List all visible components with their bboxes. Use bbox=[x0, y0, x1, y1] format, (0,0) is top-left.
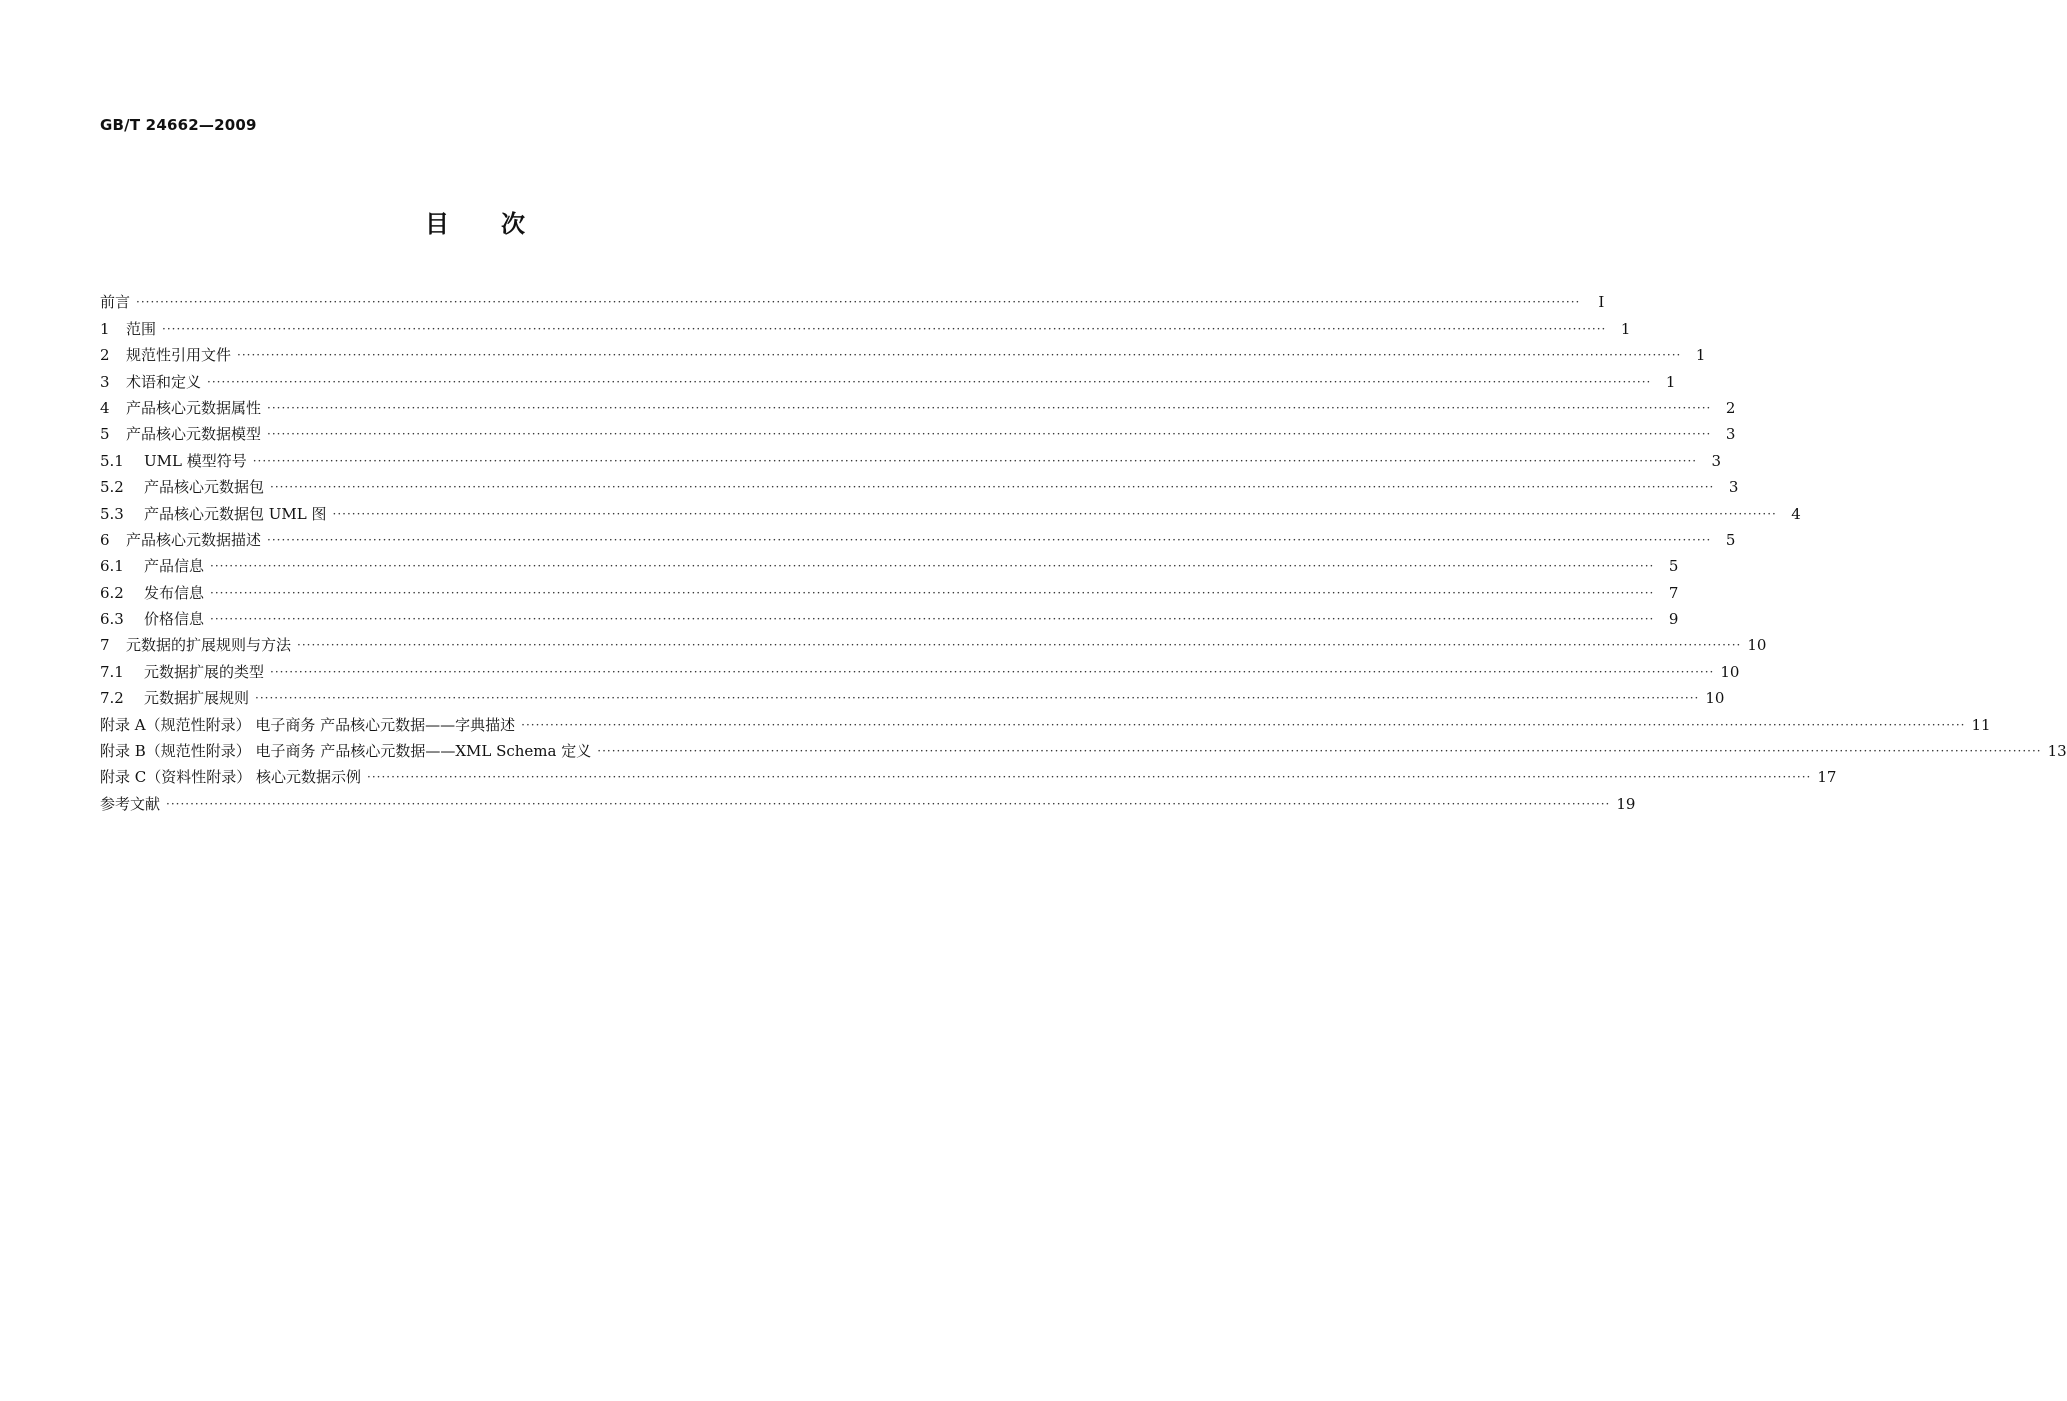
toc-dot-leader: ············································································································································································································································································································ bbox=[210, 559, 1655, 574]
toc-entry-text bbox=[100, 319, 162, 339]
toc-entry-number: 1 bbox=[100, 319, 110, 338]
toc-entry[interactable] bbox=[100, 787, 1636, 813]
toc-entry-label: 术语和定义 bbox=[126, 372, 202, 391]
toc-entry[interactable] bbox=[100, 655, 1740, 681]
title-char-2: 次 bbox=[501, 210, 525, 238]
toc-page-number: 4 bbox=[1791, 504, 1801, 523]
table-of-contents bbox=[100, 286, 2067, 814]
title-char-1: 目 bbox=[425, 210, 449, 238]
toc-entry-number: 6 bbox=[100, 530, 110, 549]
toc-entry-number: 5.3 bbox=[100, 504, 124, 523]
toc-entry-text bbox=[100, 583, 210, 603]
toc-page-number: 1 bbox=[1620, 319, 1631, 338]
toc-entry[interactable] bbox=[100, 708, 1991, 734]
toc-entry-label: 产品核心元数据模型 bbox=[126, 425, 262, 444]
toc-page-number: 3 bbox=[1725, 425, 1736, 444]
toc-dot-leader: ············································································································································································································································································································ bbox=[136, 295, 1581, 310]
toc-dot-leader: ············································································································································································································································································································ bbox=[207, 374, 1652, 389]
toc-entry-label: 产品核心元数据描述 bbox=[126, 530, 262, 549]
toc-entry-text bbox=[100, 741, 597, 761]
toc-entry[interactable] bbox=[100, 392, 1736, 418]
document-code: GB/T 24662—2009 bbox=[100, 116, 257, 134]
toc-dot-leader: ············································································································································································································································································································ bbox=[267, 532, 1712, 547]
toc-entry[interactable] bbox=[100, 444, 1722, 470]
toc-page-number: 10 bbox=[1747, 636, 1767, 655]
toc-entry-text bbox=[100, 504, 333, 524]
toc-dot-leader: ············································································································································································································································································································ bbox=[270, 664, 1715, 679]
toc-entry[interactable] bbox=[100, 629, 1767, 655]
toc-entry[interactable] bbox=[100, 286, 1605, 312]
toc-entry-text bbox=[100, 715, 521, 735]
toc-entry-label: 元数据扩展的类型 bbox=[144, 662, 265, 681]
toc-page-number: 17 bbox=[1817, 768, 1837, 787]
toc-entry-number: 6.3 bbox=[100, 610, 124, 629]
toc-entry-label: 前言 bbox=[100, 293, 131, 312]
toc-entry-text bbox=[100, 345, 237, 365]
toc-entry-number: 3 bbox=[100, 372, 110, 391]
toc-entry[interactable] bbox=[100, 761, 1837, 787]
toc-entry-label: 产品核心元数据包 bbox=[144, 478, 265, 497]
toc-entry[interactable] bbox=[100, 497, 1801, 523]
toc-entry-text bbox=[100, 662, 270, 682]
toc-dot-leader: ············································································································································································································································································································ bbox=[297, 638, 1742, 653]
toc-dot-leader: ············································································································································································································································································································ bbox=[255, 691, 1700, 706]
toc-entry[interactable] bbox=[100, 735, 2067, 761]
toc-dot-leader: ············································································································································································································································································································ bbox=[166, 796, 1611, 811]
toc-dot-leader: ············································································································································································································································································································ bbox=[597, 744, 2042, 759]
toc-page-number: 1 bbox=[1665, 372, 1676, 391]
toc-page-number: 5 bbox=[1725, 530, 1736, 549]
toc-entry[interactable] bbox=[100, 576, 1679, 602]
toc-entry-text bbox=[100, 372, 207, 392]
toc-entry[interactable] bbox=[100, 682, 1725, 708]
toc-entry[interactable] bbox=[100, 365, 1676, 391]
toc-dot-leader: ············································································································································································································································································································ bbox=[252, 453, 1698, 468]
toc-dot-leader: ············································································································································································································································································································ bbox=[267, 427, 1712, 442]
toc-entry-text bbox=[100, 451, 253, 471]
toc-entry-label: 参考文献 bbox=[100, 794, 161, 813]
toc-entry-text bbox=[100, 530, 267, 550]
toc-entry-label: 附录 B（规范性附录） 电子商务 产品核心元数据——XML Schema 定义 bbox=[100, 742, 592, 761]
toc-entry-text bbox=[100, 398, 267, 418]
toc-entry-label: 价格信息 bbox=[144, 610, 205, 629]
toc-entry-number: 4 bbox=[100, 398, 110, 417]
toc-page-number: 2 bbox=[1725, 398, 1736, 417]
toc-dot-leader: ············································································································································································································································································································ bbox=[270, 480, 1715, 495]
toc-entry-text bbox=[100, 794, 166, 814]
toc-entry-number: 6.2 bbox=[100, 583, 124, 602]
toc-entry[interactable] bbox=[100, 312, 1631, 338]
toc-dot-leader: ············································································································································································································································································································ bbox=[210, 612, 1655, 627]
toc-entry[interactable] bbox=[100, 603, 1679, 629]
toc-page-number: 10 bbox=[1705, 689, 1725, 708]
toc-entry-label: 发布信息 bbox=[144, 583, 205, 602]
toc-page-number: 1 bbox=[1695, 346, 1706, 365]
toc-entry-label: 产品信息 bbox=[144, 557, 205, 576]
toc-entry[interactable] bbox=[100, 471, 1739, 497]
toc-entry-text bbox=[100, 688, 255, 708]
toc-entry[interactable] bbox=[100, 418, 1736, 444]
toc-page-number: Ⅰ bbox=[1598, 293, 1605, 312]
toc-entry-text bbox=[100, 292, 136, 312]
toc-page-number: 19 bbox=[1616, 794, 1636, 813]
toc-page-number: 11 bbox=[1971, 715, 1991, 734]
toc-entry-label: 产品核心元数据包 UML 图 bbox=[144, 504, 327, 523]
page-title bbox=[0, 204, 950, 239]
toc-dot-leader: ············································································································································································································································································································ bbox=[210, 585, 1655, 600]
toc-entry-text bbox=[100, 556, 210, 576]
toc-entry-text bbox=[100, 477, 270, 497]
toc-entry-label: 附录 C（资料性附录） 核心元数据示例 bbox=[100, 768, 362, 787]
toc-dot-leader: ············································································································································································································································································································ bbox=[162, 321, 1607, 336]
toc-entry-text bbox=[100, 609, 210, 629]
toc-dot-leader: ············································································································································································································································································································ bbox=[367, 770, 1812, 785]
toc-entry-number: 2 bbox=[100, 346, 110, 365]
toc-entry-label: UML 模型符号 bbox=[144, 451, 247, 470]
toc-entry-label: 范围 bbox=[126, 319, 157, 338]
toc-entry[interactable] bbox=[100, 339, 1706, 365]
toc-entry[interactable] bbox=[100, 550, 1679, 576]
toc-page-number: 13 bbox=[2047, 742, 2067, 761]
toc-entry-label: 产品核心元数据属性 bbox=[126, 398, 262, 417]
toc-dot-leader: ············································································································································································································································································································ bbox=[267, 400, 1712, 415]
toc-entry-number: 5 bbox=[100, 425, 110, 444]
toc-page-number: 7 bbox=[1668, 583, 1679, 602]
toc-entry-number: 7 bbox=[100, 636, 110, 655]
toc-entry-label: 元数据的扩展规则与方法 bbox=[126, 636, 292, 655]
toc-entry-text bbox=[100, 635, 297, 655]
toc-entry-number: 6.1 bbox=[100, 557, 124, 576]
toc-dot-leader: ············································································································································································································································································································ bbox=[332, 506, 1777, 521]
toc-entry[interactable] bbox=[100, 524, 1736, 550]
toc-entry-number: 5.2 bbox=[100, 478, 124, 497]
toc-page-number: 10 bbox=[1720, 662, 1740, 681]
toc-entry-text bbox=[100, 767, 367, 787]
toc-page-number: 9 bbox=[1668, 610, 1679, 629]
toc-entry-label: 规范性引用文件 bbox=[126, 346, 232, 365]
toc-page-number: 3 bbox=[1728, 478, 1739, 497]
toc-entry-number: 7.2 bbox=[100, 689, 124, 708]
toc-entry-label: 附录 A（规范性附录） 电子商务 产品核心元数据——字典描述 bbox=[100, 715, 516, 734]
toc-page-number: 3 bbox=[1711, 451, 1722, 470]
toc-dot-leader: ············································································································································································································································································································ bbox=[237, 348, 1682, 363]
toc-entry-text bbox=[100, 424, 267, 444]
toc-dot-leader: ············································································································································································································································································································ bbox=[521, 717, 1966, 732]
toc-entry-label: 元数据扩展规则 bbox=[144, 689, 250, 708]
toc-page-number: 5 bbox=[1668, 557, 1679, 576]
toc-entry-number: 5.1 bbox=[100, 451, 124, 470]
toc-entry-number: 7.1 bbox=[100, 662, 124, 681]
